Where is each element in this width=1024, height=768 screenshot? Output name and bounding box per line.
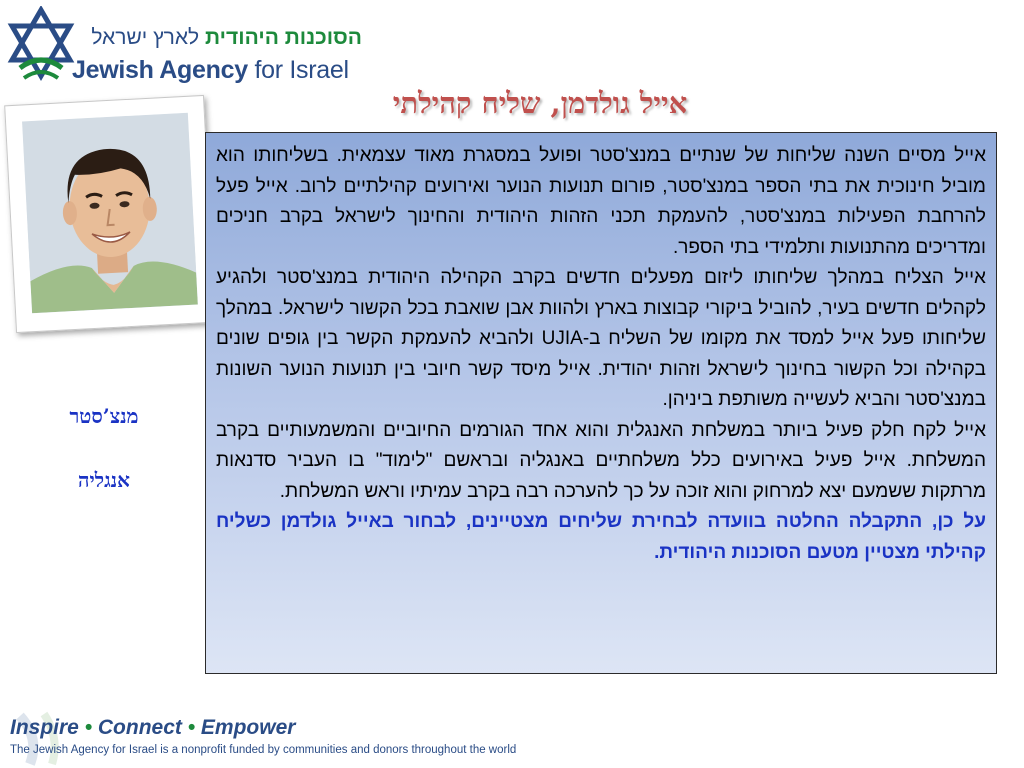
description-text-box (205, 132, 997, 674)
logo-hebrew-text (91, 26, 362, 50)
logo-hebrew-name: הסוכנות היהודית (205, 26, 362, 49)
photo-frame (4, 95, 216, 333)
tagline-empower: Empower (200, 716, 296, 739)
location-country: אנגליה (77, 468, 131, 492)
footer-note: The Jewish Agency for Israel is a nonprofit funded by communities and donors throughout the world (10, 744, 517, 756)
tagline-inspire: Inspire (10, 716, 79, 739)
location-city: מנצ’סטר (69, 404, 139, 428)
jewish-agency-logo (2, 6, 382, 86)
logo-english-subtitle: for Israel (254, 56, 349, 84)
tagline-connect: Connect (97, 716, 182, 739)
tagline-separator: • (181, 716, 201, 739)
person-portrait-photo (22, 113, 198, 313)
logo-english-name: Jewish Agency (72, 56, 248, 84)
portrait-illustration (22, 113, 198, 313)
award-highlight: על כן, התקבלה החלטה בוועדה לבחירת שליחים מצטיינים, לבחור באייל גולדמן כשליח קהילתי מצטיין מטעם הסוכנות היהודית. (216, 511, 986, 563)
paragraph: אייל לקח חלק פעיל ביותר במשלחת האנגלית והוא אחד הגורמים החיוביים והמשמעותיים בקרב המשלחת. אייל פעיל באירועים כלל משלחתיים באנגליה ובראשם "לימוד" בו העביר סדנאות מרתקות ששמעם יצא למרחוק והוא זוכה על כך להערכה רבה בקרב עמיתיו וראש המשלחת. (216, 419, 986, 502)
paragraph: אייל מסיים השנה שליחות של שנתיים במנצ'סטר ופועל במסגרת מאוד עצמאית. בשליחותו הוא מוביל חינוכית את בתי הספר במנצ'סטר, פורום תנועות הנוער ואירועים קהילתיים לרוב. אייל פעל להרחבת הפעילות במנצ'סטר, להעמקת תכני הזהות היהודית והחינוך לישראל בקרב חניכים ומדריכים מהתנועות ותלמידי בתי הספר. (216, 145, 986, 258)
logo-hebrew-subtitle: לארץ ישראל (91, 26, 200, 49)
footer-tagline (10, 716, 295, 740)
logo-english-text (72, 56, 349, 85)
tagline-separator: • (78, 716, 98, 739)
star-of-david-logo-icon (4, 6, 78, 84)
page-title: אייל גולדמן, שליח קהילתי (392, 86, 688, 120)
paragraph: אייל הצליח במהלך שליחותו ליזום מפעלים חדשים בקרב הקהילה היהודית במנצ'סטר ולהגיע לקהלים חדשים בעיר, להוביל ביקורי קבוצות בארץ ולהוות אבן שואבת בכל הקשור לישראל. במהלך שליחותו פעל אייל למסד את מקומו של השליח ב-UJIA ולהביא להעמקת הקשר בין גופים שונים בקהילה וכל הקשור בחינוך לישראל וזהות יהודית. אייל מיסד קשר חיובי בין תנועות הנוער השונות במנצ'סטר והביא לעשייה משותפת ביניהן. (216, 267, 986, 410)
